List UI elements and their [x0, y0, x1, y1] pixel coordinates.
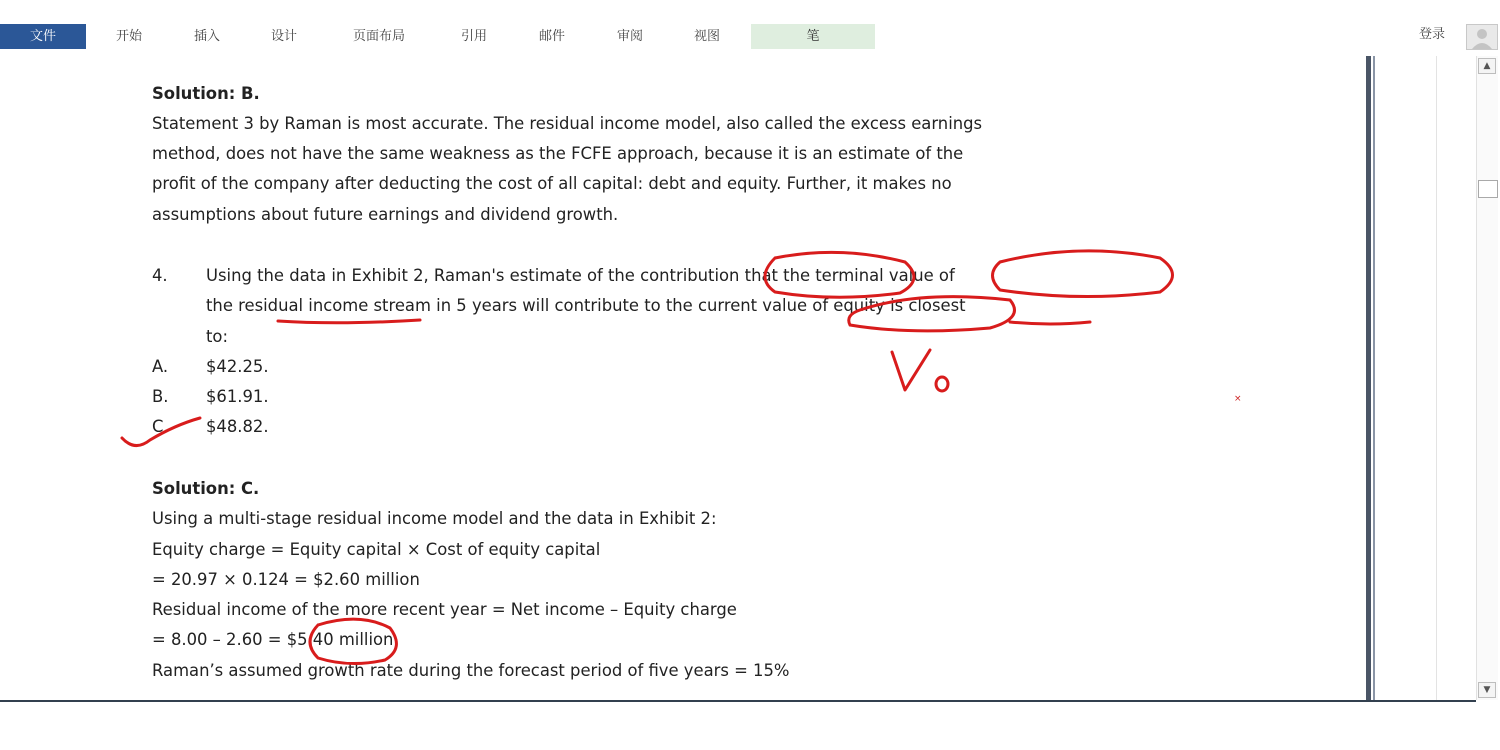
avatar[interactable] [1466, 24, 1498, 50]
solution-c-line: Equity charge = Equity capital × Cost of equity capital [152, 540, 601, 559]
scroll-thumb[interactable] [1478, 180, 1498, 198]
document-page[interactable] [0, 50, 1365, 700]
solution-c-heading: Solution: C. [152, 479, 260, 498]
tab-review[interactable]: 审阅 [616, 29, 643, 44]
tab-file[interactable]: 文件 [0, 24, 86, 49]
solution-c-line: Raman’s assumed growth rate during the forecast period of five years = 15% [152, 661, 790, 680]
solution-b-line: Statement 3 by Raman is most accurate. The residual income model, also called the excess earnings [152, 114, 983, 133]
tab-pen[interactable]: 笔 [751, 24, 875, 49]
ribbon-tab-bar [0, 0, 1500, 50]
ink-dot-mark: × [1234, 394, 1242, 404]
question-line: to: [206, 327, 228, 346]
pane-splitter[interactable] [1366, 56, 1371, 700]
question-number: 4. [152, 266, 168, 285]
tab-home[interactable]: 开始 [115, 29, 142, 44]
side-pane-divider [1436, 56, 1437, 700]
solution-b-line: method, does not have the same weakness as the FCFE approach, because it is an estimate of the [152, 144, 964, 163]
solution-b-heading: Solution: B. [152, 84, 260, 103]
question-line: the residual income stream in 5 years will contribute to the current value of equity is closest [206, 296, 966, 315]
question-line: Using the data in Exhibit 2, Raman's estimate of the contribution that the terminal value of [206, 266, 955, 285]
vertical-scrollbar[interactable] [1476, 56, 1498, 700]
option-a-letter: A. [152, 357, 169, 376]
solution-c-line: Residual income of the more recent year = Net income – Equity charge [152, 600, 737, 619]
solution-b-line: assumptions about future earnings and dividend growth. [152, 205, 619, 224]
chevron-up-icon: ▲ [1483, 61, 1491, 71]
option-c-letter: C. [152, 417, 169, 436]
scroll-down-button[interactable] [1478, 682, 1496, 698]
tab-insert[interactable]: 插入 [193, 29, 220, 44]
solution-b-line: profit of the company after deducting the cost of all capital: debt and equity. Further, it makes no [152, 174, 952, 193]
tab-view[interactable]: 视图 [693, 29, 720, 44]
solution-c-line: Using a multi-stage residual income model and the data in Exhibit 2: [152, 509, 717, 528]
tab-references[interactable]: 引用 [460, 29, 487, 44]
pane-splitter-edge [1373, 56, 1375, 700]
tab-design[interactable]: 设计 [270, 29, 297, 44]
status-area [0, 702, 1500, 750]
solution-c-line: = 20.97 × 0.124 = $2.60 million [152, 570, 420, 589]
tab-mailings[interactable]: 邮件 [538, 29, 565, 44]
tab-page-layout[interactable]: 页面布局 [352, 29, 405, 44]
option-a-value: $42.25. [206, 357, 269, 376]
option-c-value: $48.82. [206, 417, 269, 436]
chevron-down-icon: ▼ [1483, 685, 1491, 695]
user-icon [1467, 25, 1497, 49]
login-link[interactable]: 登录 [1419, 27, 1446, 42]
option-b-letter: B. [152, 387, 169, 406]
scroll-up-button[interactable] [1478, 58, 1496, 74]
option-b-value: $61.91. [206, 387, 269, 406]
solution-c-line: = 8.00 – 2.60 = $5.40 million [152, 630, 394, 649]
